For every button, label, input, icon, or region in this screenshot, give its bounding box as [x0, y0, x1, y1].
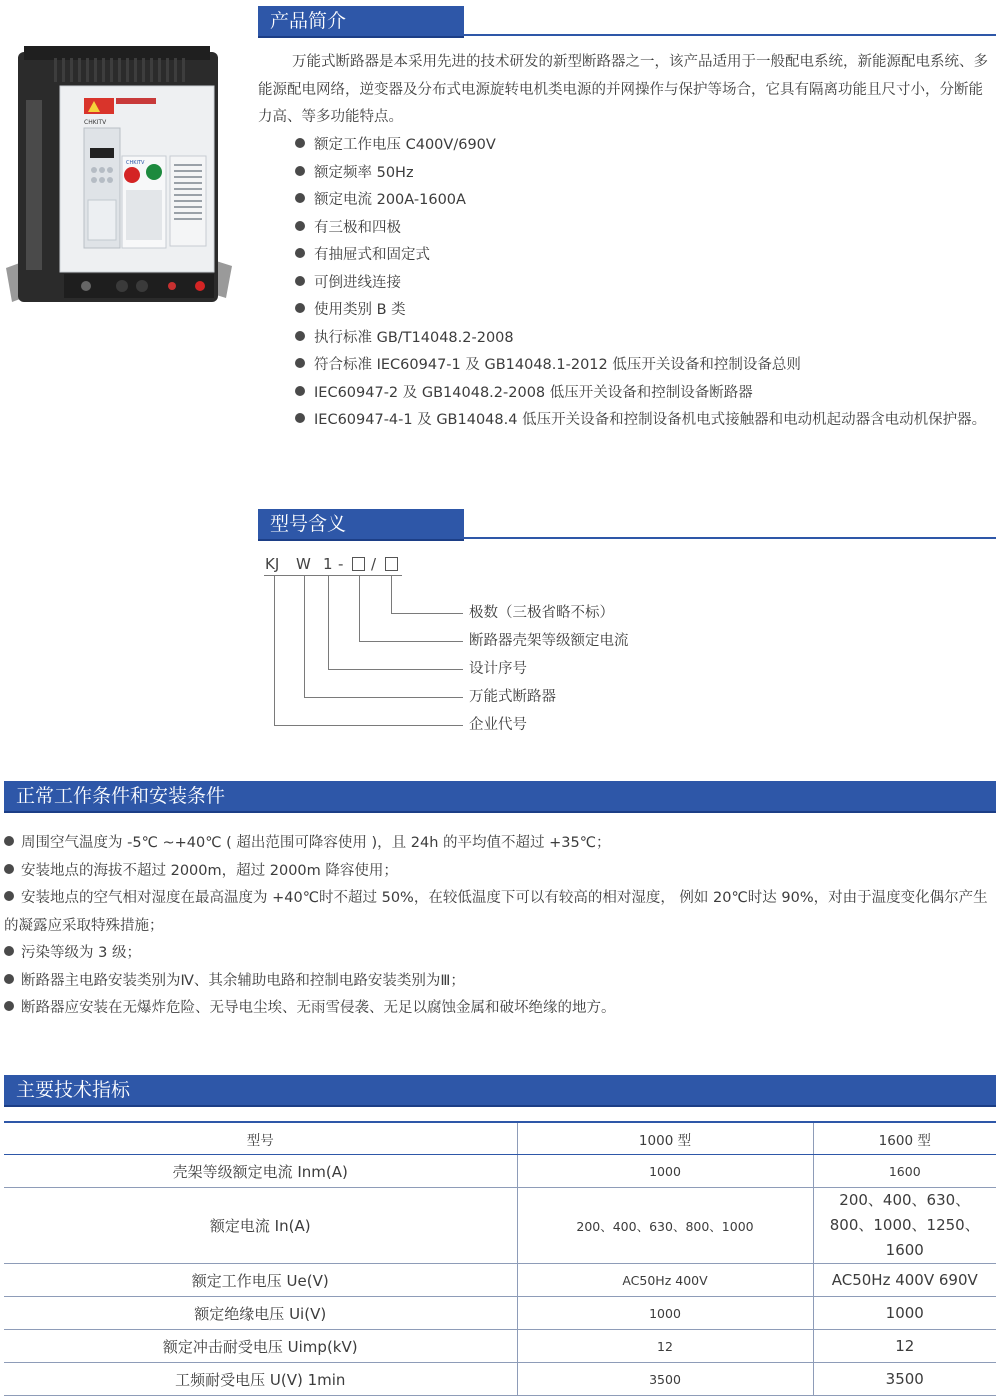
feature-item: IEC60947-2 及 GB14048.2-2008 低压开关设备和控制设备断路器 — [295, 380, 995, 408]
front-brand-text: CHKITV — [126, 160, 145, 166]
model-code-1: 1 — [323, 555, 333, 573]
bullet-icon — [295, 303, 305, 313]
bullet-icon — [4, 864, 14, 874]
bullet-icon — [4, 1001, 14, 1011]
guide-line-v5 — [391, 575, 392, 613]
feature-item: 额定电流 200A-1600A — [295, 187, 995, 215]
feature-item: 可倒进线连接 — [295, 270, 995, 298]
table-row: 额定绝缘电压 Ui(V) 1000 1000 — [4, 1297, 996, 1330]
condition-item: 断路器主电路安装类别为Ⅳ、其余辅助电路和控制电路安装类别为Ⅲ； — [4, 968, 996, 996]
guide-line-v4 — [359, 575, 360, 641]
guide-line-h1 — [274, 725, 463, 726]
model-code-kj: KJ — [265, 555, 280, 573]
bullet-icon — [4, 974, 14, 984]
guide-line-v1 — [274, 575, 275, 725]
bullet-icon — [4, 891, 14, 901]
guide-line-h2 — [304, 697, 463, 698]
feature-item: 额定频率 50Hz — [295, 160, 995, 188]
feature-item: 有三极和四极 — [295, 215, 995, 243]
intro-paragraph — [258, 49, 996, 132]
table-row: 工频耐受电压 U(V) 1min 3500 3500 — [4, 1363, 996, 1396]
model-code-w: W — [296, 555, 311, 573]
bullet-icon — [4, 836, 14, 846]
intro-header-line — [464, 34, 996, 36]
feature-item: 使用类别 B 类 — [295, 297, 995, 325]
conditions-header — [4, 781, 996, 813]
legend-frame-current: 断路器壳架等级额定电流 — [469, 633, 629, 649]
condition-item: 断路器应安装在无爆炸危险、无导电尘埃、无雨雪侵袭、无足以腐蚀金属和破坏绝缘的地方。 — [4, 995, 996, 1023]
header-model: 型号 — [4, 1122, 517, 1155]
conditions-title: 正常工作条件和安装条件 — [16, 785, 226, 807]
bullet-icon — [295, 248, 305, 258]
feature-item: 执行标准 GB/T14048.2-2008 — [295, 325, 995, 353]
bullet-icon — [295, 358, 305, 368]
panel-brand-text: CHKITV — [84, 119, 107, 126]
feature-item: 符合标准 IEC60947-1 及 GB14048.1-2012 低压开关设备和控制设备总则 — [295, 352, 995, 380]
feature-item-last: IEC60947-4-1 及 GB14048.4 低压开关设备和控制设备机电式接触器和电动机起动器含电动机保护器。 — [258, 407, 996, 435]
bullet-icon — [295, 166, 305, 176]
bullet-icon — [295, 331, 305, 341]
guide-line-h4 — [359, 641, 463, 642]
table-row: 壳架等级额定电流 Inm(A) 1000 1600 — [4, 1155, 996, 1188]
circuit-breaker-illustration — [4, 40, 234, 315]
bullet-icon — [295, 413, 305, 423]
legend-company-code: 企业代号 — [469, 717, 527, 733]
intro-title: 产品简介 — [270, 10, 347, 32]
condition-item: 安装地点的海拔不超过 2000m，超过 2000m 降容使用； — [4, 858, 996, 886]
table-row: 额定电流 In(A) 200、400、630、800、1000 200、400、630、800、1000、1250、1600 — [4, 1188, 996, 1264]
feature-item: 额定工作电压 C400V/690V — [295, 132, 995, 160]
bullet-icon — [295, 221, 305, 231]
feature-list — [295, 132, 995, 407]
model-title: 型号含义 — [270, 513, 347, 535]
intro-header — [258, 6, 464, 38]
condition-item: 安装地点的空气相对湿度在最高温度为 +40℃时不超过 50%，在较低温度下可以有较高的相对湿度， 例如 20℃时达 90%，对由于温度变化偶尔产生的凝露应采取特殊措施； — [4, 890, 988, 934]
model-header-line — [464, 537, 996, 539]
legend-breaker-type: 万能式断路器 — [469, 689, 556, 705]
intro-paragraph-text: 万能式断路器是本采用先进的技术研发的新型断路器之一，该产品适用于一般配电系统，新能源配电系统、多能源配电网络，逆变器及分布式电源旋转电机类电源的并网操作与保护等场合，它具有隔离功能且尺寸小，分断能力高、等多功能特点。 — [258, 54, 988, 125]
bullet-icon — [295, 276, 305, 286]
conditions-list — [4, 830, 996, 1023]
guide-line-v3 — [328, 575, 329, 669]
model-code-slash: / — [371, 555, 377, 573]
model-code-box-poles — [385, 557, 398, 571]
guide-line-h3 — [328, 669, 463, 670]
specs-title: 主要技术指标 — [16, 1079, 131, 1101]
bullet-icon — [4, 946, 14, 956]
condition-item: 周围空气温度为 -5℃ ~+40℃ ( 超出范围可降容使用 )，且 24h 的平均值不超过 +35℃； — [4, 830, 996, 858]
guide-line-v2 — [304, 575, 305, 697]
guide-line-top — [264, 575, 402, 576]
model-code-box-current — [352, 557, 365, 571]
bullet-icon — [295, 138, 305, 148]
specs-table — [4, 1121, 996, 1396]
bullet-icon — [295, 386, 305, 396]
legend-poles: 极数（三极省略不标） — [469, 605, 614, 621]
product-image — [4, 40, 234, 315]
bullet-icon — [295, 193, 305, 203]
table-row: 额定冲击耐受电压 Uimp(kV) 12 12 — [4, 1330, 996, 1363]
guide-line-h5 — [391, 613, 463, 614]
legend-design-number: 设计序号 — [469, 661, 527, 677]
model-header — [258, 509, 464, 541]
header-1600: 1600 型 — [813, 1122, 996, 1155]
table-header-row — [4, 1122, 996, 1155]
feature-item: 有抽屉式和固定式 — [295, 242, 995, 270]
model-code-dash: - — [338, 555, 344, 573]
header-1000: 1000 型 — [517, 1122, 813, 1155]
specs-header — [4, 1075, 996, 1107]
table-row: 额定工作电压 Ue(V) AC50Hz 400V AC50Hz 400V 690V — [4, 1264, 996, 1297]
condition-item: 污染等级为 3 级； — [4, 940, 996, 968]
